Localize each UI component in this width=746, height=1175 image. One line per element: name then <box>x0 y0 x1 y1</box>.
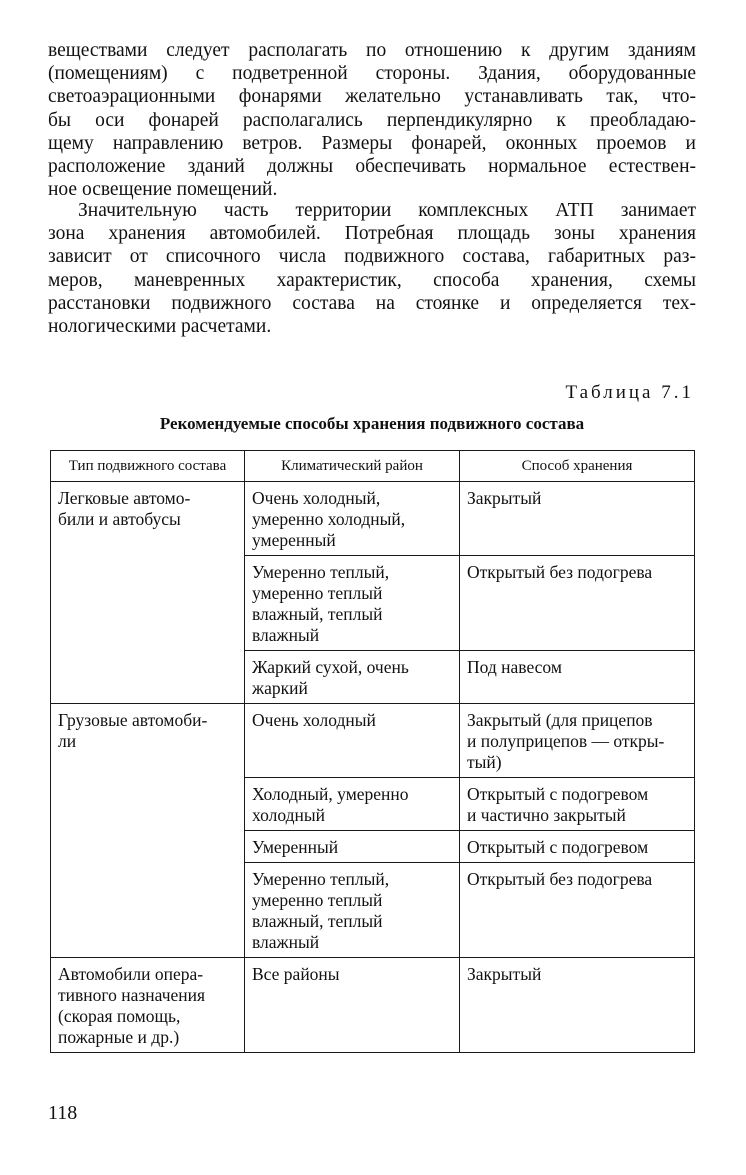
text-line: зависит от списочного числа подвижного состава, габаритных раз- <box>48 246 696 268</box>
table-row <box>51 482 695 556</box>
text-line: зона хранения автомобилей. Потребная площадь зоны хранения <box>48 223 696 245</box>
header-storage-method: Способ хранения <box>460 451 695 482</box>
text-line: Значительную часть территории комплексных АТП занимает <box>78 200 696 221</box>
vehicle-type-cell: Грузовые автомоби- ли <box>51 704 245 958</box>
text-line: нологическими расчетами. <box>48 316 272 338</box>
vehicle-type-cell: Автомобили опера- тивного назначения (скорая помощь, пожарные и др.) <box>51 958 245 1053</box>
paragraph-1 <box>48 39 696 201</box>
storage-method-cell: Закрытый <box>460 958 695 1053</box>
storage-method-cell: Закрытый <box>460 482 695 556</box>
storage-methods-table <box>50 450 695 1053</box>
climate-region-cell: Очень холодный, умеренно холодный, умеренный <box>245 482 460 556</box>
table-number: Таблица 7.1 <box>565 382 694 403</box>
climate-region-cell: Умеренно теплый, умеренно теплый влажный, теплый влажный <box>245 863 460 958</box>
text-line: веществами следует располагать по отношению к другим зданиям <box>48 40 696 61</box>
paragraph-2 <box>48 199 696 338</box>
table-row <box>51 704 695 778</box>
table-header-row <box>51 451 695 482</box>
text-line: меров, маневренных характеристик, способа хранения, схемы <box>48 269 696 291</box>
storage-method-cell: Открытый с подогревом и частично закрытый <box>460 778 695 831</box>
page-number: 118 <box>48 1102 78 1124</box>
table-title: Рекомендуемые способы хранения подвижного состава <box>159 414 585 433</box>
storage-method-cell: Открытый с подогревом <box>460 831 695 863</box>
text-line: расстановки подвижного состава на стоянке и определяется тех- <box>48 292 696 314</box>
climate-region-cell: Умеренный <box>245 831 460 863</box>
text-line: щему направлению ветров. Размеры фонарей, оконных проемов и <box>48 132 696 154</box>
storage-method-cell: Открытый без подогрева <box>460 556 695 651</box>
climate-region-cell: Все районы <box>245 958 460 1053</box>
vehicle-type-cell: Легковые автомо- били и автобусы <box>51 482 245 704</box>
text-line: расположение зданий должны обеспечивать нормальное естествен- <box>48 156 696 178</box>
header-climate-region: Климатический район <box>245 451 460 482</box>
climate-region-cell: Умеренно теплый, умеренно теплый влажный, теплый влажный <box>245 556 460 651</box>
storage-method-cell: Под навесом <box>460 651 695 704</box>
header-vehicle-type: Тип подвижного состава <box>51 451 245 482</box>
table-row <box>51 958 695 1053</box>
climate-region-cell: Очень холодный <box>245 704 460 778</box>
storage-method-cell: Открытый без подогрева <box>460 863 695 958</box>
text-line: (помещениям) с подветренной стороны. Здания, оборудованные <box>48 63 696 85</box>
table-body <box>51 482 695 1053</box>
text-line: светоаэрационными фонарями желательно устанавливать так, что- <box>48 86 696 108</box>
text-line: ное освещение помещений. <box>48 179 278 201</box>
text-line: бы оси фонарей располагались перпендикулярно к преобладаю- <box>48 109 696 131</box>
storage-method-cell: Закрытый (для прицепов и полуприцепов — откры- тый) <box>460 704 695 778</box>
climate-region-cell: Жаркий сухой, очень жаркий <box>245 651 460 704</box>
climate-region-cell: Холодный, умеренно холодный <box>245 778 460 831</box>
